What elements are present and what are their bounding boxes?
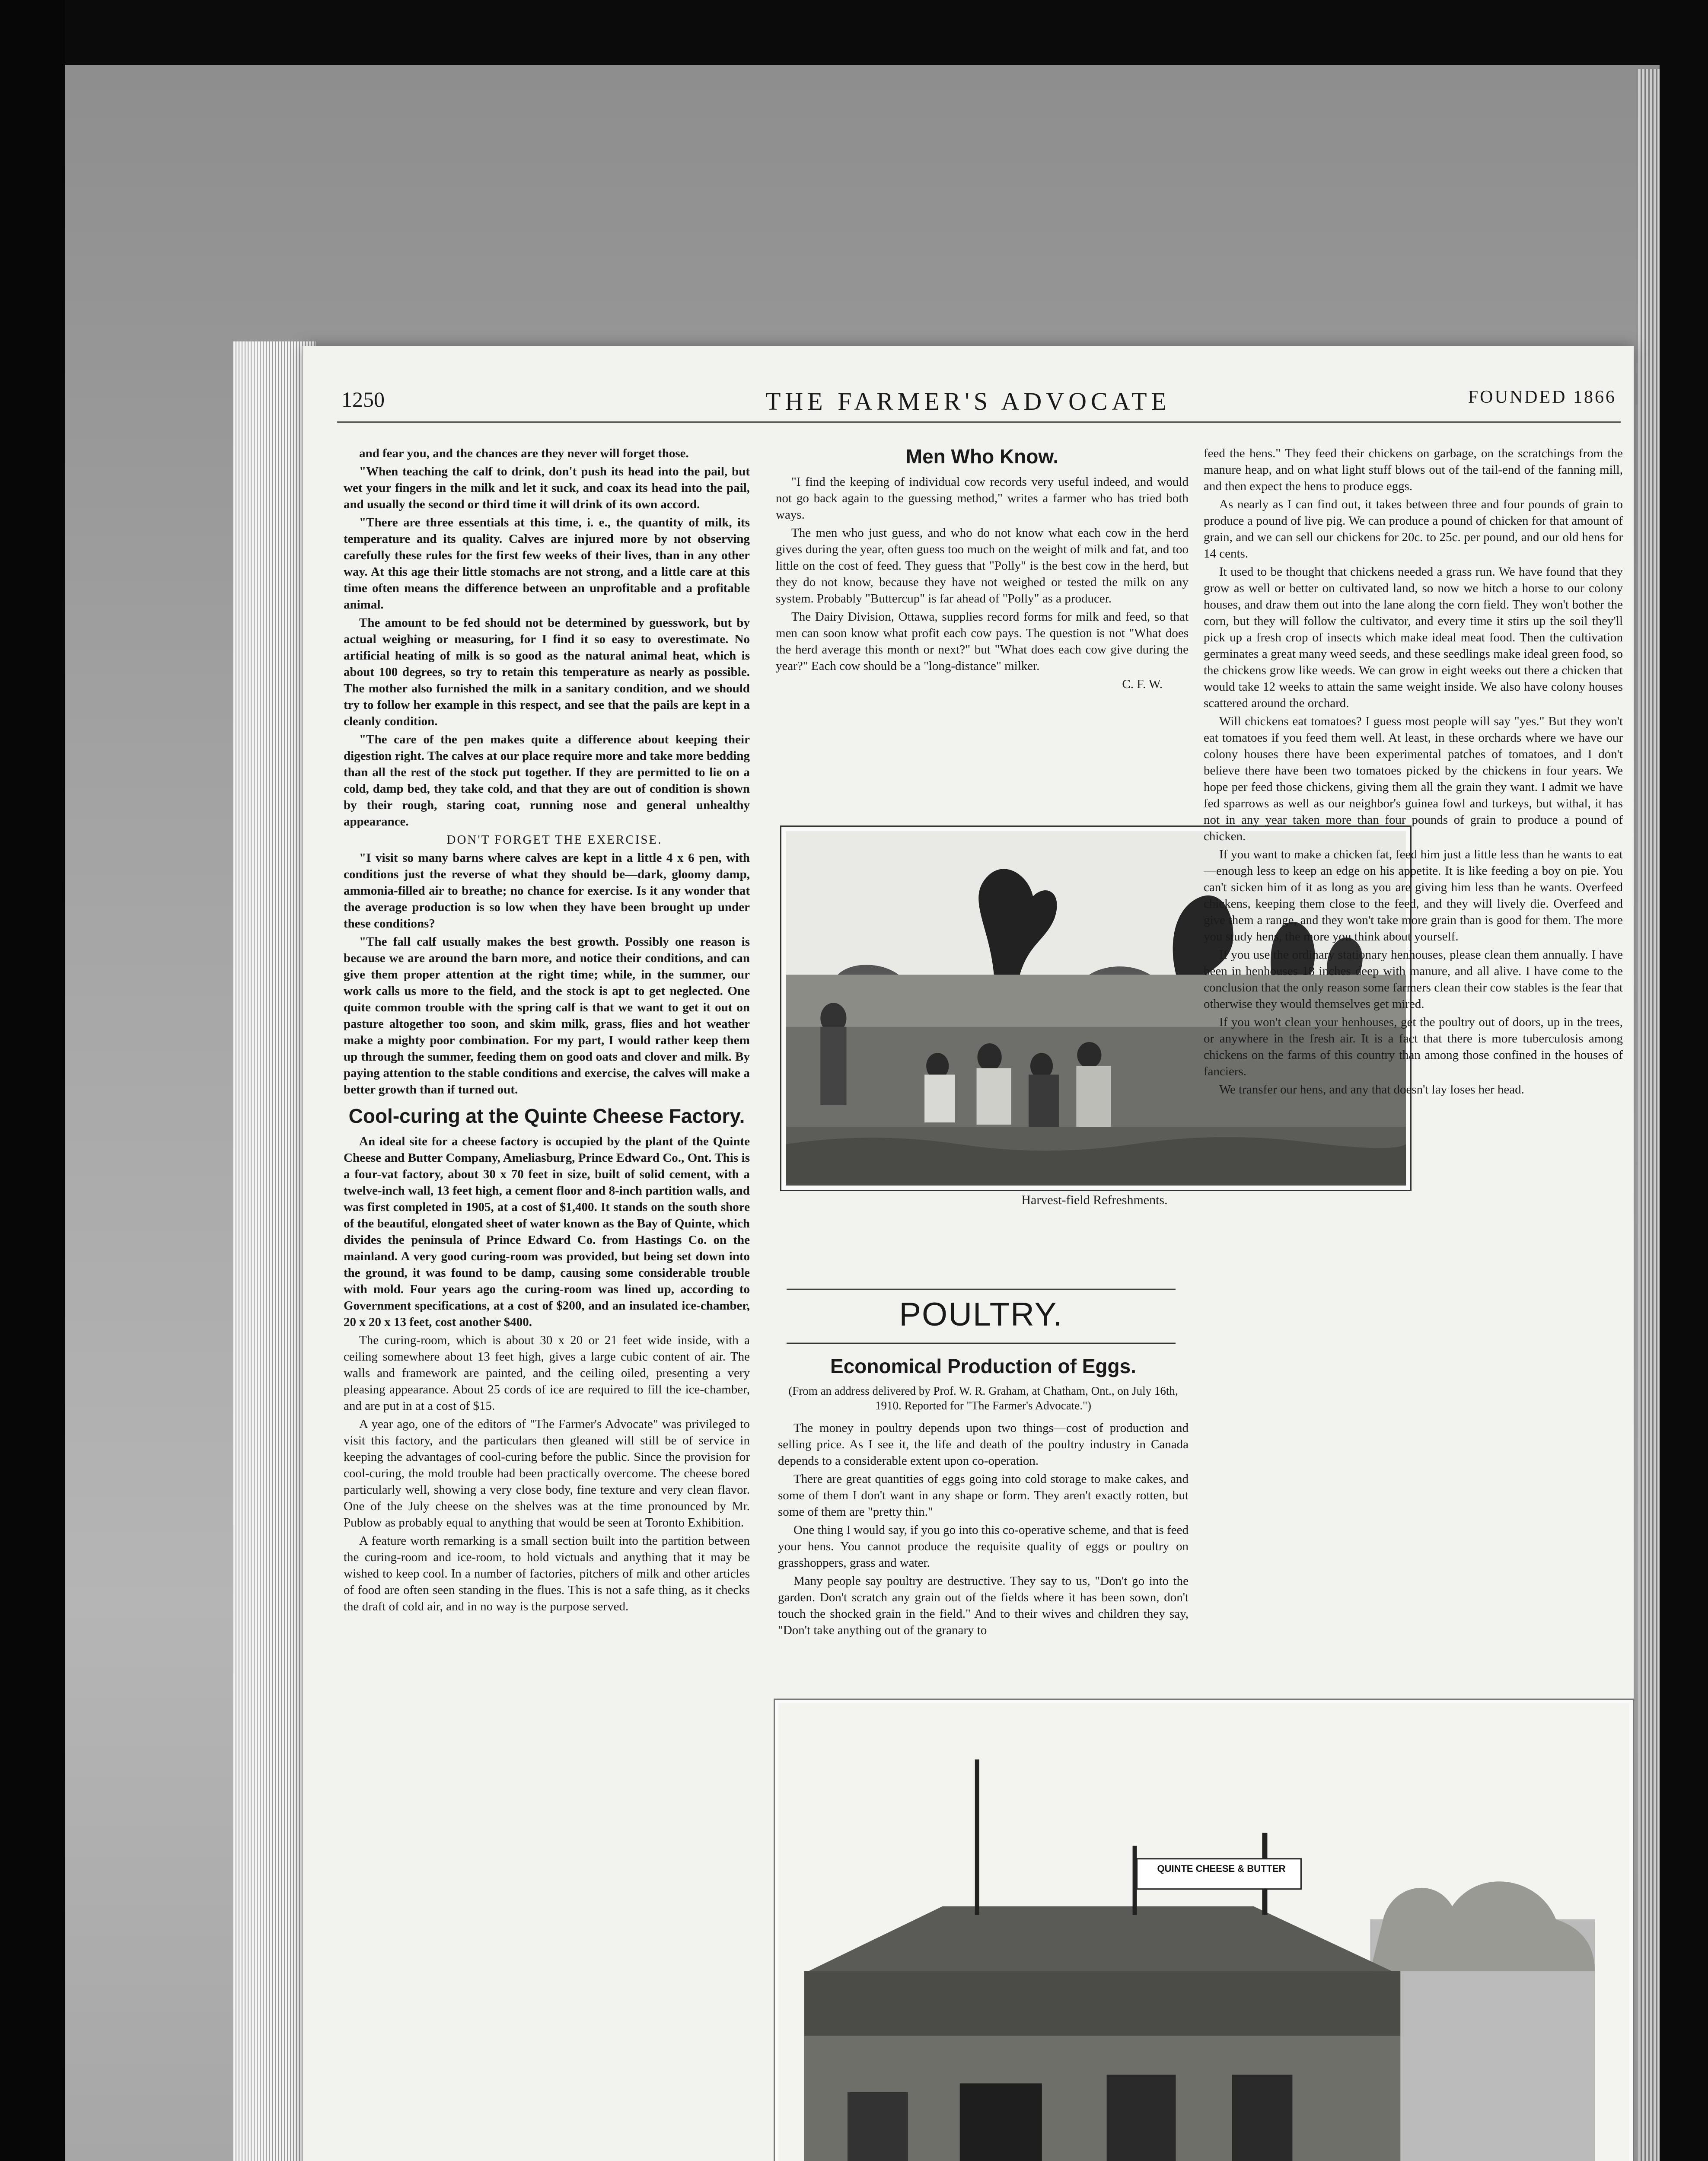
- paragraph: Many people say poultry are destructive. They say to us, "Don't go into the garden. Don't scratch any grain out of the fields where it has been sown, don't touch the shocked grain in the field." And to their wives and children they say, "Don't take anything out of the granary to: [778, 1574, 1189, 1637]
- scan-border-left: [0, 0, 65, 2161]
- paragraph: "I visit so many barns where calves are kept in a little 4 x 6 pen, with conditions just the reverse of what they should be—dark, gloomy damp, ammonia-filled air to breathe; no chance for exercise. Is it any wonder that the average production is so low when they have been brought up under these conditions?: [344, 851, 750, 931]
- paragraph: As nearly as I can find out, it takes between three and four pounds of grain to produce a pound of live pig. We can produce a pound of chicken for that amount of grain, and we can sell our chickens for 20c. to 25c. per pound, and our old hens for 14 cents.: [1204, 497, 1623, 561]
- signature: C. F. W.: [1122, 677, 1163, 691]
- paragraph: feed the hens." They feed their chickens on garbage, on the scratchings from the manure heap, and on what light stuff blows out of the tail-end of the fanning mill, and then expect the hens to produce eggs.: [1204, 446, 1623, 493]
- paragraph: We transfer our hens, and any that doesn't lay loses her head.: [1219, 1083, 1524, 1096]
- factory-sign: QUINTE CHEESE & BUTTER: [1157, 1863, 1286, 1874]
- paragraph: One thing I would say, if you go into this co-operative scheme, and that is feed your hens. You cannot produce the requisite quality of eggs or poultry on grasshoppers, grass and water.: [778, 1523, 1189, 1570]
- subheading: DON'T FORGET THE EXERCISE.: [446, 833, 663, 847]
- paragraph: A year ago, one of the editors of "The Farmer's Advocate" was privileged to visit this factory, and the particulars then gleaned will still be of service in keeping the advantages of cool-curing before the public. Since the provision for cool-curing, the mold trouble had been practically overcome. The cheese bored particularly well, showing a very close body, fine texture and very clean flavor. One of the July cheese on the shelves was at the time pronounced by Mr. Publow as probably equal to anything that would be seen at Toronto Exhibition.: [344, 1417, 750, 1530]
- paragraph: If you won't clean your henhouses, get the poultry out of doors, up in the trees, or anywhere in the fresh air. It is a fact that there is more tuberculosis among chickens on the farms of this country than among those confined in the houses of fanciers.: [1204, 1015, 1623, 1078]
- scan-border-top: [65, 0, 1660, 65]
- paragraph: "The care of the pen makes quite a difference about keeping their digestion right. The calves at our place require more and take more bedding than all the rest of the stock put together. If they are permitted to lie on a cold, damp bed, they take cold, and that they are out of condition is shown by their rough, staring coat, running nose and general unhealthy appearance.: [344, 733, 750, 829]
- column-middle-poultry: [778, 1355, 1189, 1640]
- scan-border-right: [1660, 0, 1708, 2161]
- paragraph: The men who just guess, and who do not know what each cow in the herd gives during the year, often guess too much on the weight of milk and fat, and too little on the cost of feed. They guess that "Polly" is the best cow in the herd, but they do not know, because they have not weighed or tested the milk on any system. Probably "Buttercup" is far ahead of "Polly" as a producer.: [776, 526, 1189, 606]
- paragraph: "When teaching the calf to drink, don't push its head into the pail, but wet your fingers in the milk and let it suck, and coax its head into the pail, and usually the second or third time it will drink of its own accord.: [344, 465, 750, 511]
- paragraph: "There are three essentials at this time, i. e., the quantity of milk, its temperature and its quality. Calves are injured more by not observing carefully these rules for the first few weeks of their lives, than in any other way. At this age their little stomachs are not strong, and a little care at this time often means the difference between an unprofitable and a profitable animal.: [344, 516, 750, 612]
- photo-caption: Harvest-field Refreshments.: [1021, 1193, 1168, 1207]
- article-title: Men Who Know.: [905, 445, 1059, 468]
- article-note: (From an address delivered by Prof. W. R. Graham, at Chatham, Ont., on July 16th, 1910. Reported for "The Farmer's Advocate."): [788, 1384, 1178, 1412]
- header-rule: [337, 421, 1621, 423]
- paragraph: The amount to be fed should not be determined by guesswork, but by actual weighing or measuring, for I find it so easy to overestimate. No artificial heating of milk is so good as the natural animal heat, which is about 100 degrees, so try to retain this temperature as nearly as possible. The mother also furnished the milk in a sanitary condition, and we should try to follow her example in this respect, and see that the pails are kept in a cleanly condition.: [344, 616, 750, 728]
- section-rule: [787, 1288, 1176, 1290]
- paragraph: and fear you, and the chances are they never will forget those.: [359, 446, 689, 460]
- paragraph: Will chickens eat tomatoes? I guess most people will say "yes." But they won't eat tomatoes if you feed them well. At least, in these orchards where we have our colony houses there have been experimental patches of tomatoes, and I don't believe there have been two tomatoes picked by the chickens in four years. We hope per feed those chickens, giving them all the grain they want. I admit we have fed sparrows as well as our neighbor's guinea fowl and turkeys, but withal, it has not in any year taken more than four pounds of grain to produce a pound of chicken.: [1204, 714, 1623, 843]
- paragraph: It used to be thought that chickens needed a grass run. We have found that they grow as well or better on cultivated land, so now we hitch a horse to our colony houses, and draw them out into the lane along the corn field. They won't bother the corn, but they will follow the cultivator, and every time it stirs up the soil they'll pick up a fresh crop of insects which make ideal meat food. Then the cultivation germinates a great many weed seeds, and these seedlings make ideal green food, so the chickens grow like weeds. We can grow in eight weeks out there a chicken that would take 12 weeks to attain the same weight inside. We also have colony houses scattered around the orchard.: [1204, 565, 1623, 710]
- paper-title: THE FARMER'S ADVOCATE: [765, 387, 1171, 415]
- founded-note: FOUNDED 1866: [1468, 387, 1616, 407]
- book-binding-edge: [1638, 69, 1660, 2161]
- paragraph: The money in poultry depends upon two things—cost of production and selling price. As I see it, the life and death of the poultry industry in Canada depends to a considerable extent upon co-operation.: [778, 1421, 1189, 1468]
- article-title: Economical Production of Eggs.: [830, 1355, 1136, 1377]
- section-rule: [787, 1342, 1176, 1344]
- page-number: 1250: [341, 387, 385, 411]
- paragraph: "The fall calf usually makes the best growth. Possibly one reason is because we are around the barn more, and notice their conditions, and can give them proper attention at the right time; while, in the summer, our work calls us more to the field, and the stock is apt to get neglected. One quite common trouble with the spring calf is that we want to get it out on pasture altogether too soon, and skim milk, grass, flies and hot weather make a mighty poor combination. For my part, I would rather keep them up through the summer, feeding them on good oats and clover and milk. By paying attention to the stable conditions and exercise, the calves will make a better growth than if turned out.: [344, 935, 750, 1096]
- paragraph: "I find the keeping of individual cow records very useful indeed, and would not go back again to the guessing method," writes a farmer who has tried both ways.: [776, 475, 1189, 522]
- column-right: [1204, 445, 1623, 1100]
- cheese-factory-image: [778, 1703, 1629, 2161]
- photo-cheese-factory: [774, 1699, 1634, 2161]
- paragraph: If you want to make a chicken fat, feed him just a little less than he wants to eat—enough less to keep an edge on his appetite. It is like feeding a boy on pie. You can't sicken him of it as long as you are giving him less than he wants. Overfeed chickens, keeping them close to the feed, and they will lively die. Overfeed and give them a range, and they won't take more grain than is good for them. The more you study hens, the more you think about yourself.: [1204, 848, 1623, 943]
- section-heading-poultry: [787, 1288, 1176, 1344]
- newspaper-page: [303, 346, 1634, 2161]
- paragraph: An ideal site for a cheese factory is occupied by the plant of the Quinte Cheese and Butter Company, Ameliasburg, Prince Edward Co., Ont. This is a four-vat factory, about 30 x 70 feet in size, built of solid cement, with a twelve-inch wall, 13 feet high, a cement floor and 8-inch partition walls, and was first completed in 1905, at a cost of $1,400. It stands on the south shore of the beautiful, elongated sheet of water known as the Bay of Quinte, which divides the peninsula of Prince Edward Co. from Hastings Co. on the mainland. A very good curing-room was provided, but being set down into the ground, it was found to be damp, causing some considerable trouble with mold. Four years ago the curing-room was lined up, according to Government specifications, at a cost of $200, and an insulated ice-chamber, 20 x 20 x 13 feet, cost another $400.: [344, 1135, 750, 1329]
- column-left: [344, 445, 750, 1616]
- paragraph: The Dairy Division, Ottawa, supplies record forms for milk and feed, so that men can soon know what profit each cow pays. The question is not "What does the herd average this month or next?" but "What does each cow give during the year?" Each cow should be a "long-distance" milker.: [776, 610, 1189, 673]
- paragraph: If you use the ordinary stationary henhouses, please clean them annually. I have been in henhouses 18 inches deep with manure, and all alive. I have come to the conclusion that the only reason some farmers clean their cow stables is the fear that otherwise they would themselves get mired.: [1204, 948, 1623, 1011]
- paragraph: The curing-room, which is about 30 x 20 or 21 feet wide inside, with a ceiling somewhere about 13 feet high, gives a large cubic content of air. The walls and framework are painted, and the ceiling oiled, presenting a very pleasing appearance. About 25 cords of ice are required to fill the ice-chamber, and are put in at a cost of $15.: [344, 1333, 750, 1413]
- paragraph: There are great quantities of eggs going into cold storage to make cakes, and some of them I don't want in any shape or form. They aren't exactly rotten, but some of them are "pretty thin.": [778, 1472, 1189, 1519]
- page-header: [303, 387, 1634, 426]
- paragraph: A feature worth remarking is a small section built into the partition between the curing-room and ice-room, to hold victuals and anything that it may be wished to keep cool. In a number of factories, pitchers of milk and other articles of food are often seen standing in the flues. This is not a safe thing, as it checks the draft of cold air, and in no way is the purpose served.: [344, 1534, 750, 1613]
- column-middle: [776, 445, 1189, 692]
- section-title: POULTRY.: [899, 1296, 1063, 1333]
- article-title: Cool-curing at the Quinte Cheese Factory.: [348, 1105, 745, 1127]
